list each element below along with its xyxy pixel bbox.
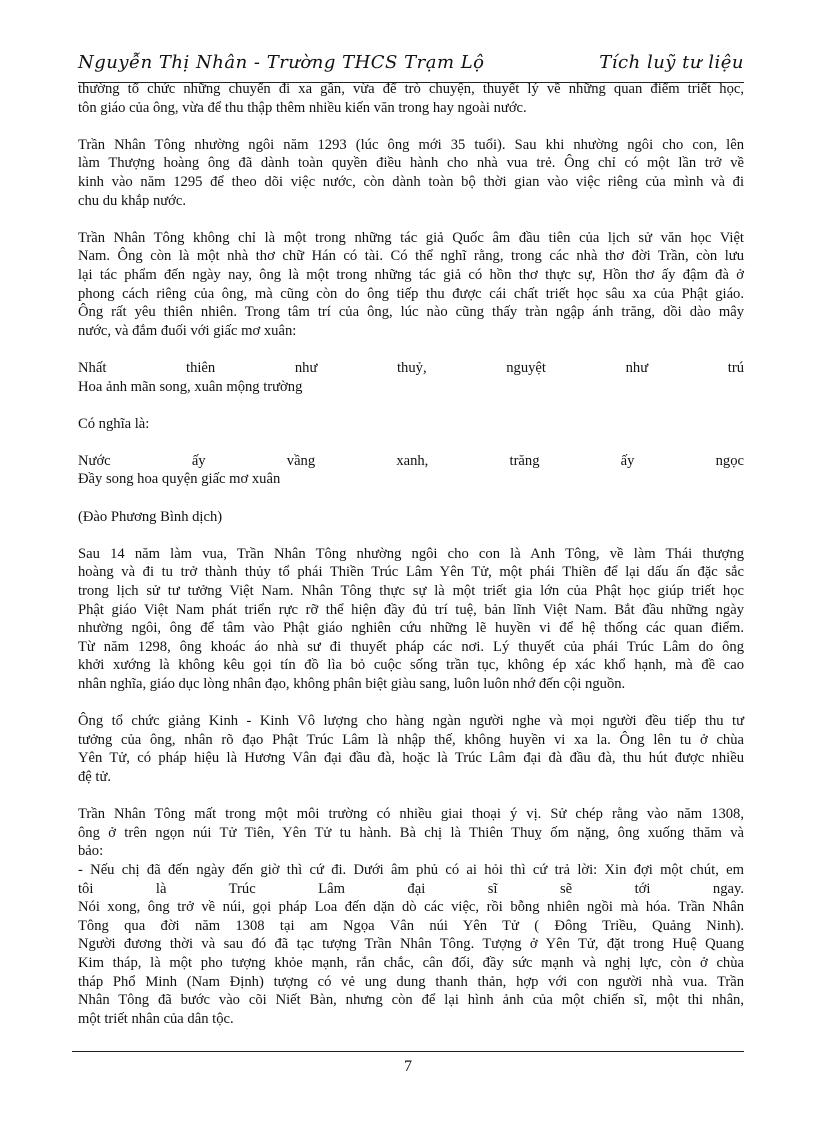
text-line: lại tác phẩm đến ngày nay, ông là một trong những tác giả có hồn thơ thực sự, Hồn thơ ấy đậm đà ở	[78, 266, 744, 283]
text-line: Người đương thời và sau đó đã tạc tượng Trần Nhân Tông. Tượng ở Yên Tử, đặt trong Huệ Quang	[78, 936, 744, 953]
text-line: Ông rất yêu thiên nhiên. Trong tâm trí của ông, lúc nào cũng thấy tràn ngập ánh trăng, dồi dào mây	[78, 304, 744, 321]
text-line: Nhất thiên như thuỷ, nguyệt như trú	[78, 359, 744, 376]
paragraph-gap	[78, 489, 744, 508]
text-line: Có nghĩa là:	[78, 415, 150, 432]
text-line: - Nếu chị đã đến ngày đến giờ thì cứ đi. Dưới âm phủ có ai hỏi thì cứ trả lời: Xin đợi một chút, em	[78, 861, 744, 878]
paragraph-gap	[78, 340, 744, 359]
text-line: Nam. Ông còn là một nhà thơ chữ Hán có tài. Có thể nghĩ rằng, trong các nhà thơ đời Trần, còn lưu	[78, 248, 744, 265]
text-line: khởi xướng là không kêu gọi tín đồ lìa bỏ cuộc sống trần tục, không ép xác khổ hạnh, mà đề cao	[78, 657, 744, 674]
text-line: trong lịch sử tư tưởng Việt Nam. Nhân Tông thực sự là một triết gia lớn của Phật học giúp triết học	[78, 583, 744, 600]
text-line: Yên Tử, có pháp hiệu là Hương Vân đại đầu đà, hoặc là Trúc Lâm đại đà đầu đà, thu hút được nhiều	[78, 750, 744, 767]
paragraph-gap	[78, 694, 744, 713]
body-text	[78, 80, 744, 1028]
text-line: Phật giáo Việt Nam phát triển rực rỡ thể hiện đầy đủ trí tuệ, bản lĩnh Việt Nam. Bắt đầu những ngày	[78, 601, 744, 618]
text-line: Nước ấy vầng xanh, trăng ấy ngọc	[78, 452, 744, 469]
footer-divider	[72, 1051, 744, 1052]
text-line: thường tổ chức những chuyến đi xa gần, vừa để trò chuyện, thuyết lý về những quan điểm triết học,	[78, 81, 744, 97]
paragraph-gap	[78, 117, 744, 136]
text-line: Trần Nhân Tông nhường ngôi năm 1293 (lúc ông mới 35 tuổi). Sau khi nhường ngôi cho con, lên	[78, 136, 744, 153]
text-line: tôi là Trúc Lâm đại sĩ sẽ tới ngay.	[78, 880, 744, 897]
text-line: nhân nghĩa, giáo dục lòng nhân đạo, không phân biệt giàu sang, luôn luôn nhớ đến cội nguồn.	[78, 676, 626, 692]
text-line: Nhân Tông đã bước vào cõi Niết Bàn, nhưng còn để lại hình ảnh của một chiến sĩ, một thi nhân,	[78, 992, 744, 1009]
text-line: Ông tổ chức giảng Kinh - Kinh Vô lượng cho hàng ngàn người nghe và mọi người đều tiếp thu tư	[78, 713, 744, 730]
paragraph-gap	[78, 396, 744, 415]
text-line: nước, và đắm đuối với giấc mơ xuân:	[78, 322, 297, 339]
text-line: Nói xong, ông trở về núi, gọi pháp Loa đến dặn dò các việc, rồi bỗng nhiên ngồi mà hóa. Trần Nhân	[78, 899, 744, 916]
text-line: Tông qua đời năm 1308 tại am Ngọa Vân núi Yên Tử ( Đông Triều, Quảng Ninh).	[78, 917, 744, 934]
text-line: ông ở trên ngọn núi Tử Tiên, Yên Tử tu hành. Bà chị là Thiên Thuỵ ốm nặng, ông xuống thăm và	[78, 824, 744, 841]
text-line: Trần Nhân Tông không chỉ là một trong những tác giả Quốc âm đầu tiên của lịch sử văn học Việt	[78, 229, 744, 246]
text-line: Trần Nhân Tông mất trong một môi trường có nhiều giai thoại ý vị. Sử chép rằng vào năm 1308,	[78, 806, 744, 823]
text-line: phong cách riêng của ông, mà cũng còn do ông tiếp thu được cái chất triết học sâu xa của Phật giáo.	[78, 285, 744, 302]
header-document-title: Tích luỹ tư liệu	[599, 52, 744, 73]
text-line: đệ tử.	[78, 768, 112, 785]
text-line: kinh vào năm 1295 để theo dõi việc nước, còn dành toàn bộ thời gian vào việc riêng của mình và đi	[78, 173, 744, 190]
text-line: tháp Phổ Minh (Nam Định) tượng có vẻ ung dung thanh thản, hợp với con người nhà vua. Trần	[78, 973, 744, 990]
paragraph-gap	[78, 210, 744, 229]
text-line: hoàng và đi tu trở thành thủy tổ phái Thiền Trúc Lâm Yên Tử, một phái Thiền để lại dấu ấn đặc sắc	[78, 564, 744, 581]
text-line: tưởng của ông, nhân rõ đạo Phật Trúc Lâm là nhập thế, không huyền vi xa la. Ông lên tu ở chùa	[78, 731, 744, 748]
text-line: làm Thượng hoàng ông đã dành toàn quyền điều hành cho nhà vua trẻ. Ông chỉ có một lần trở về	[78, 155, 744, 172]
text-line: tôn giáo của ông, vừa để thu thập thêm nhiều kiến văn trong hay ngoài nước.	[78, 99, 527, 116]
text-line: chu du khắp nước.	[78, 192, 187, 209]
paragraph-gap	[78, 787, 744, 806]
text-line: (Đào Phương Bình dịch)	[78, 508, 223, 525]
text-line: Sau 14 năm làm vua, Trần Nhân Tông nhường ngôi cho con là Anh Tông, về làm Thái thượng	[78, 545, 744, 562]
page-number: 7	[404, 1058, 412, 1075]
text-line: bảo:	[78, 843, 104, 860]
text-line: một triết nhân của dân tộc.	[78, 1010, 234, 1027]
paragraph-gap	[78, 526, 744, 545]
text-line: Đầy song hoa quyện giấc mơ xuân	[78, 471, 281, 488]
page-header	[78, 48, 744, 83]
paragraph-gap	[78, 433, 744, 452]
text-line: Hoa ảnh mãn song, xuân mộng trường	[78, 378, 303, 395]
text-line: Từ năm 1298, ông khoác áo nhà sư đi thuyết pháp các nơi. Lý thuyết của phái Trúc Lâm do ông	[78, 638, 744, 655]
text-line: nhường ngôi, ông để tâm vào Phật giáo nghiên cứu những lẽ huyền vi để hệ thống các quan điểm.	[78, 620, 744, 637]
text-line: Kim tháp, là một pho tượng khỏe mạnh, rắn chắc, cân đối, đầy sức mạnh và nghị lực, còn ở chùa	[78, 954, 744, 971]
header-author-school: Nguyễn Thị Nhân - Trường THCS Trạm Lộ	[78, 52, 485, 73]
